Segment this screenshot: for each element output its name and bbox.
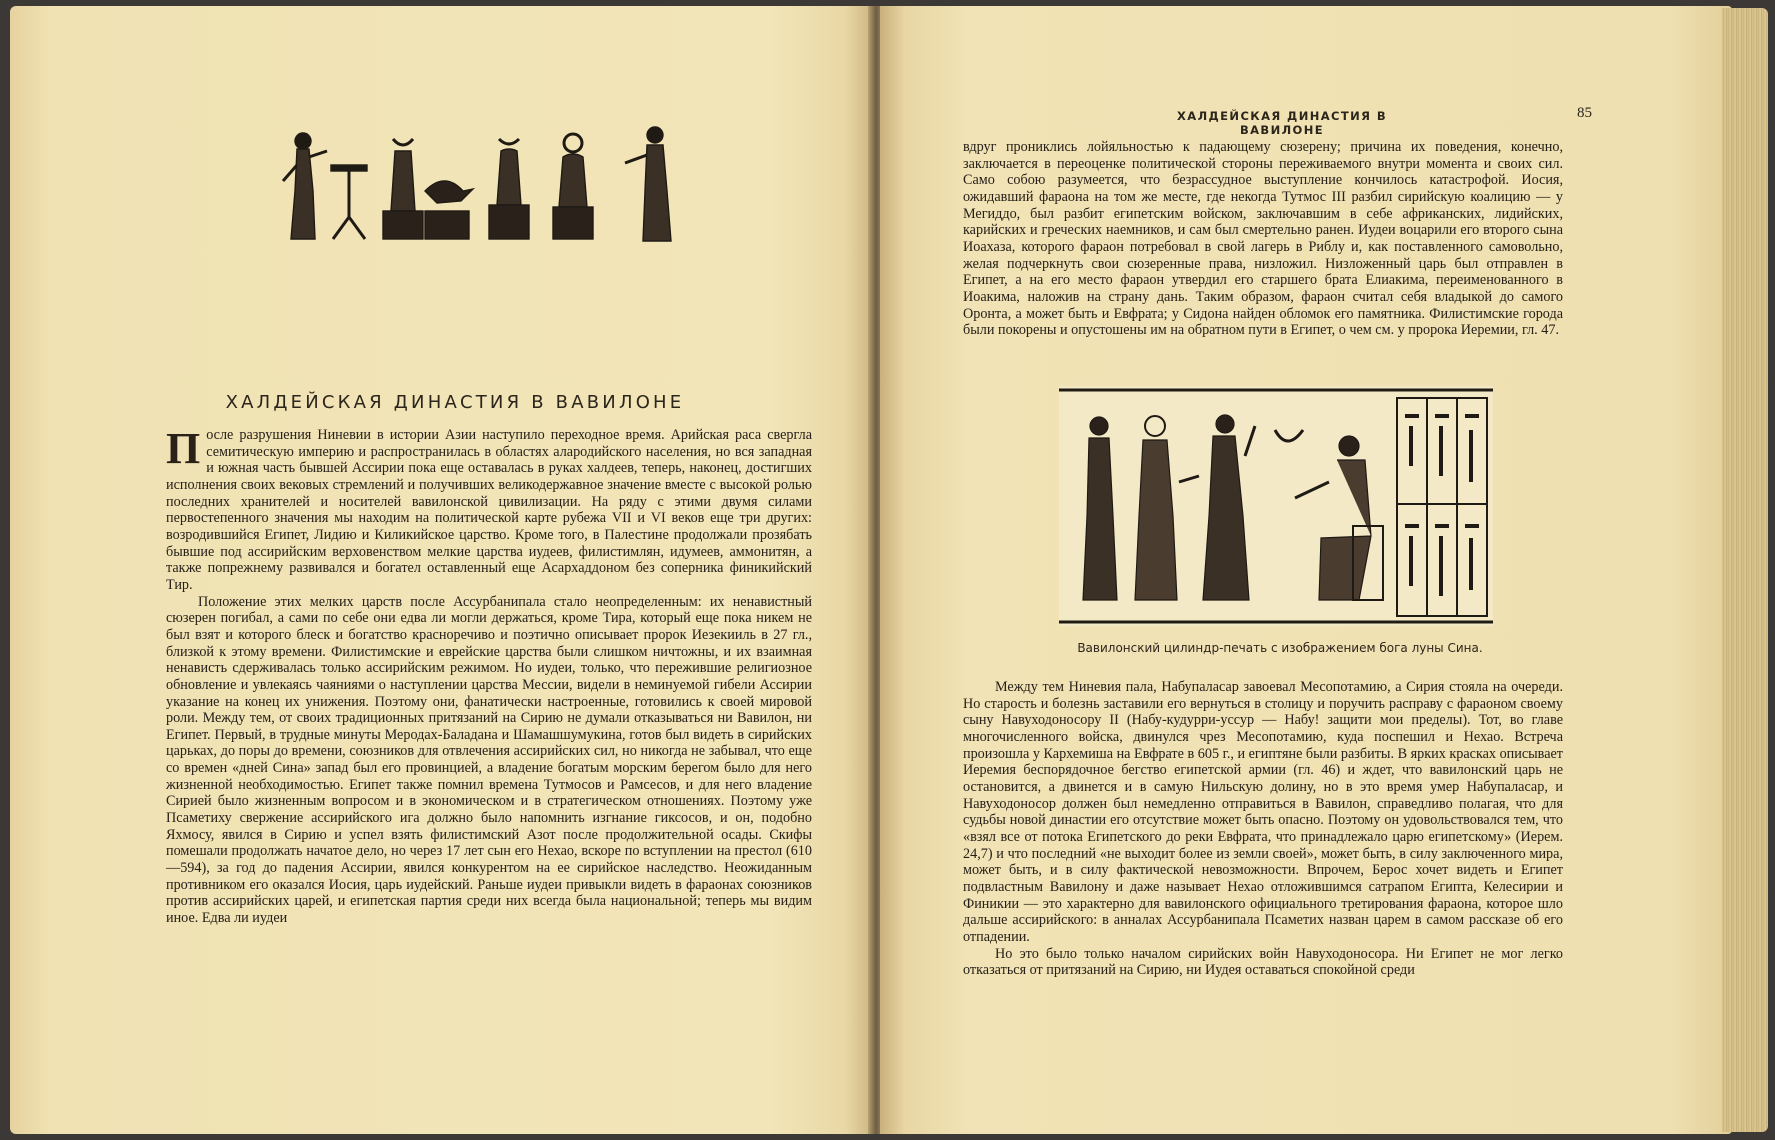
assyrian-frieze-illustration: [275, 121, 695, 256]
paragraph: Но это было только началом сирийских войн Навуходоносора. Ни Египет не мог легко отказаться от притязаний на Сирию, ни Иудея оставаться спокойной среди: [963, 945, 1563, 979]
right-page: [880, 6, 1732, 1134]
right-page-top-text: [963, 139, 1563, 339]
chapter-title: ХАЛДЕЙСКАЯ ДИНАСТИЯ В ВАВИЛОНЕ: [225, 392, 685, 413]
page-number: 85: [1577, 105, 1592, 121]
running-head: ХАЛДЕЙСКАЯ ДИНАСТИЯ В ВАВИЛОНЕ: [1177, 109, 1387, 137]
paragraph: [166, 424, 812, 594]
right-page-bottom-text: [963, 679, 1563, 979]
dropcap-letter: П: [166, 424, 201, 473]
illustration-caption: Вавилонский цилиндр-печать с изображением бога луны Сина.: [1077, 641, 1483, 655]
book-page-edges: [1722, 8, 1768, 1132]
left-page: [10, 6, 872, 1134]
left-page-text: [166, 424, 812, 927]
paragraph: Положение этих мелких царств после Ассурбанипала стало неопределенным: их ненавистный сюзерен погибал, а сами по себе они едва ли могли держаться, кроме Тира, который еще пока никем не был взят и которого блеск и богатство красноречиво и поэтично описывает пророк Иезекииль в 27 гл., близкой к этому времени. Филистимские и еврейские царства были слишком ничтожны, и их взаимная ненависть сдерживалась только ассирийским режимом. Но иудеи, только, что пережившие религиозное обновление и увлекаясь чаяниями о наступлении царства Мессии, видели в неминуемой гибели Ассирии указание на конец их унижения. Поэтому они, фанатически настроенные, готовились к своей мировой роли. Между тем, от своих традиционных притязаний на Сирию не думали отказываться ни Вавилон, ни Египет. Первый, в трудные минуты Меродах-Баладана и Шамашшумукина, готов был видеть в сирийских царьках, до поры до времени, союзников для отвлечения ассирийских сил, но никогда не забывал, что еще со времен «дней Сина» запад был его провинцией, а владение богатым морским берегом было для него жизненной необходимостью. Египет также помнил времена Тутмосов и Рамсесов, и для него владение Сирией было жизненным вопросом и в экономическом и в стратегическом отношениях. Поэтому уже Псаметиху свержение ассирийского ига должно было напомнить изгнание гиксосов, и он, подобно Яхмосу, явился в Сирию и успел взять филистимский Азот после продолжительной осады. Скифы помешали продолжать начатое дело, но через 17 лет сын его Нехао, вскоре по вступлении на престол (610—594), за год до падения Ассирии, явился конкурентом на ее сирийское наследство. Неожиданным противником его оказался Иосия, царь иудейский. Раньше иудеи привыкли видеть в фараонах союзников против ассирийских царей, и египетская партия среди них всегда была национальной; теперь мы видим иное. Едва ли иудеи: [166, 593, 812, 927]
paragraph: Между тем Ниневия пала, Набупаласар завоевал Месопотамию, а Сирия стояла на очереди. Но старость и болезнь заставили его вернуться в столицу и поручить расправу с фараоном своему сыну Навуходоносору II (Набу-кудурри-уссур — Набу! защити мои пределы). Тот, во главе многочисленного войска, двинулся чрез Месопотамию, куда поспешил и Нехао. Встреча произошла у Кархемиша на Евфрате в 605 г., и египтяне были разбиты. В ярких красках описывает Иеремия беспорядочное бегство египетской армии (гл. 46) и ждет, что вавилонский царь не остановится, а двинется и в самую Нильскую долину, но в это время умер Набупаласар, и Навуходоносор должен был немедленно отправиться в Вавилон, справедливо полагая, что для судьбы новой династии его отсутствие может быть опасно. Поэтому он удовольствовался тем, что «взял все от потока Египетского до реки Евфрата, что принадлежало царю египетскому» (Иерем. 24,7) и что последний «не выходит более из земли своей», может быть, в силу заключенного мира, может быть, и в силу фактической невозможности. Впрочем, Берос хочет видеть и Египет подвластным Вавилону и даже называет Нехао отложившимся сатрапом Египта, Келесирии и Финикии — это характерно для вавилонского официального третирования фараона, которое шло дальше ассирийского: в анналах Ассурбанипала Псаметих назван царем в самом рассказе об его отпадении.: [963, 679, 1563, 945]
cylinder-seal-illustration: [1059, 386, 1493, 626]
paragraph: вдруг прониклись лойяльностью к падающему сюзерену; причина их поведения, конечно, заключается в переоценке политической стороны переживаемого внутри момента и своих сил. Само собою разумеется, что безрассудное выступление кончилось катастрофой. Иосия, ожидавший фараона на том же месте, где некогда Тутмос III разбил сирийскую коалицию — у Мегиддо, был разбит египетским войском, заключавшим в себе африканских, лидийских, карийских и греческих наемников, и сам был смертельно ранен. Иудеи воцарили его второго сына Иоахаза, которого фараон потребовал в свой лагерь в Риблу и, как поставленного самовольно, желая подчеркнуть свои сюзеренные права, низложил. Низложенный царь был отправлен в Египет, а на его место фараон утвердил его старшего брата Елиакима, переименованного в Иоакима, наложив на страну дань. Таким образом, фараон считал себя владыкой до самого Оронта, а может быть и Евфрата; у Сидона найден обломок его памятника. Филистимские города были покорены и опустошены им на обратном пути в Египет, о чем см. у пророка Иеремии, гл. 47.: [963, 139, 1563, 339]
paragraph-text: осле разрушения Ниневии в истории Азии наступило переходное время. Арийская раса свергла семитическую империю и распространилась в областях алародийского населения, но вся западная и южная часть бывшей Ассирии пока еще оставалась в руках халдеев, теперь, наконец, достигших исполнения своих вековых стремлений и получивших великодержавное значение вместе с высокой ролью последних хранителей и носителей вавилонской цивилизации. На ряду с этими двумя силами первостепенного значения мы находим на политической карте рубежа VII и VI веков еще три других: возродившийся Египет, Лидию и Киликийское царство. Кроме того, в Палестине продолжали прозябать бывшие под ассирийским верховенством мелкие царства иудеев, филистимлян, идумеев, аммонитян, а также попрежнему развивался и богател оставленный еще Асархаддоном без соперника финикийский Тир.: [166, 427, 812, 593]
